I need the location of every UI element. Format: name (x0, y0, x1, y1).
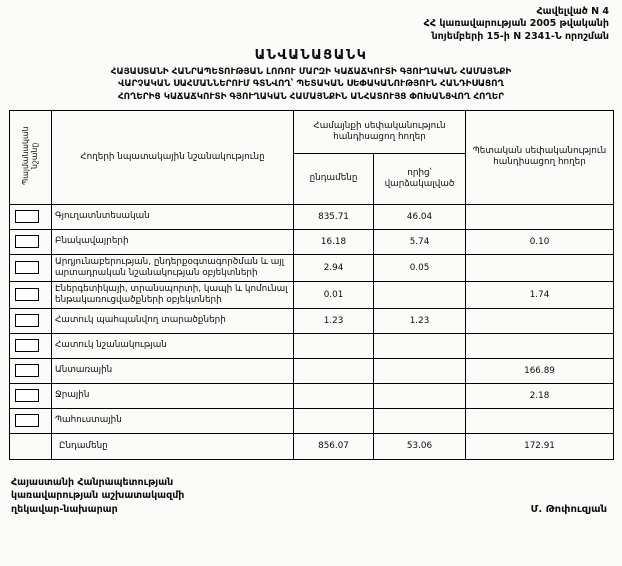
total-cell: 16.18 (294, 229, 374, 254)
symbol-box (15, 339, 39, 352)
symbol-cell (10, 254, 52, 281)
page-title: ԱՆՎԱՆԱՑԱՆԿ (254, 48, 368, 64)
state-cell: 0.10 (466, 229, 614, 254)
appendix-line-3: նոյեմբերի 15-ի N 2341-Ն որոշման (431, 30, 609, 42)
state-cell (466, 308, 614, 333)
signatory-line-1: Հայաստանի Հանրապետության (11, 476, 174, 488)
of-which-cell: 1.23 (374, 308, 466, 333)
total-cell (294, 358, 374, 383)
signature-name: Մ. Թոփուզյան (530, 503, 607, 515)
of-which-cell: 46.04 (374, 204, 466, 229)
of-which-cell (374, 408, 466, 433)
symbol-box (15, 261, 39, 274)
appendix-block (9, 6, 613, 43)
total-cell (294, 383, 374, 408)
of-which-cell (374, 383, 466, 408)
purpose-cell: Պահուստային (52, 408, 294, 433)
state-cell (466, 204, 614, 229)
table-header-row-1 (10, 110, 614, 153)
of-which-cell: 5.74 (374, 229, 466, 254)
total-cell: 2.94 (294, 254, 374, 281)
symbol-cell (10, 408, 52, 433)
total-symbol-cell (10, 433, 52, 459)
symbol-cell (10, 383, 52, 408)
header-community-group-cell: Համայնքի սեփականություն հանդիսացող հողեր (294, 110, 466, 153)
table-row (10, 408, 614, 433)
state-cell (466, 254, 614, 281)
total-cell: 0.01 (294, 281, 374, 308)
subtitle-line-2: ՎԱՐՉԱԿԱՆ ՍԱՀՄԱՆՆԵՐՈՒՄ ԳՏՆՎՈՂ՝ ՊԵՏԱԿԱՆ ՍԵՓԱԿԱՆՈՒԹՅՈՒՆ ՀԱՆԴԻՍԱՑՈՂ (118, 79, 504, 90)
header-total-cell: ընդամենը (294, 153, 374, 204)
symbol-box (15, 314, 39, 327)
total-of-which-cell: 53.06 (374, 433, 466, 459)
document-subtitle (9, 66, 613, 103)
signatory-line-3: ղեկավար-նախարար (11, 503, 118, 515)
purpose-cell: Արդյունաբերության, ընդերքօգտագործման և այլ արտադրական նշանակության օբյեկտների (52, 254, 294, 281)
total-cell: 1.23 (294, 308, 374, 333)
appendix-line-1: Հավելված N 4 (536, 6, 609, 17)
state-cell: 166.89 (466, 358, 614, 383)
total-row (10, 433, 614, 459)
header-purpose-cell: Հողերի նպատակային նշանակությունը (52, 110, 294, 204)
symbol-box (15, 389, 39, 402)
symbol-box (15, 288, 39, 301)
table-row (10, 229, 614, 254)
purpose-cell: Անտառային (52, 358, 294, 383)
state-cell (466, 408, 614, 433)
land-table (9, 110, 614, 460)
purpose-cell: Էներգետիկայի, տրանսպորտի, կապի և կոմունալ ենթակառուցվածքների օբյեկտների (52, 281, 294, 308)
symbol-cell (10, 333, 52, 358)
subtitle-line-1: ՀԱՅԱՍՏԱՆԻ ՀԱՆՐԱՊԵՏՈՒԹՅԱՆ ԼՈՌՈՒ ՄԱՐԶԻ ԿԱՃԱՃԿՈՒՏԻ ԳՅՈՒՂԱԿԱՆ ՀԱՄԱՅՆՔԻ (110, 67, 512, 78)
signatory-title-block (11, 476, 184, 516)
total-cell: 835.71 (294, 204, 374, 229)
table-row (10, 358, 614, 383)
symbol-box (15, 210, 39, 223)
of-which-cell (374, 358, 466, 383)
table-row (10, 383, 614, 408)
symbol-cell (10, 229, 52, 254)
purpose-cell: Բնակավայրերի (52, 229, 294, 254)
symbol-cell (10, 281, 52, 308)
purpose-cell: Գյուղատնտեսական (52, 204, 294, 229)
state-cell: 1.74 (466, 281, 614, 308)
table-row (10, 204, 614, 229)
state-cell (466, 333, 614, 358)
purpose-cell: Հատուկ նշանակության (52, 333, 294, 358)
of-which-cell (374, 333, 466, 358)
total-cell (294, 408, 374, 433)
header-symbol-cell (10, 110, 52, 204)
document-footer (9, 476, 613, 516)
state-cell: 2.18 (466, 383, 614, 408)
subtitle-line-3: ՀՈՂԵՐԻՑ ԿԱՃԱՃԿՈՒՏԻ ԳՅՈՒՂԱԿԱՆ ՀԱՄԱՅՆՔԻՆ ԱՆՀԱՏՈՒՅՑ ՓՈԽԱՆՑՎՈՂ ՀՈՂԵՐ (117, 91, 505, 102)
total-state-cell: 172.91 (466, 433, 614, 459)
total-cell (294, 333, 374, 358)
header-of-which-cell: որից՝ վարձակալված (374, 153, 466, 204)
symbol-box (15, 414, 39, 427)
appendix-line-2: ՀՀ կառավարության 2005 թվականի (423, 18, 609, 30)
table-row (10, 333, 614, 358)
symbol-cell (10, 308, 52, 333)
purpose-cell: Ջրային (52, 383, 294, 408)
table-row (10, 308, 614, 333)
signatory-line-2: կառավարության աշխատակազմի (11, 490, 185, 502)
header-symbol-label: Պայմանական նշանը (20, 126, 39, 186)
table-row (10, 254, 614, 281)
header-state-cell: Պետական սեփականություն հանդիսացող հողեր (466, 110, 614, 204)
total-sum-cell: 856.07 (294, 433, 374, 459)
of-which-cell (374, 281, 466, 308)
purpose-cell: Հատուկ պահպանվող տարածքների (52, 308, 294, 333)
of-which-cell: 0.05 (374, 254, 466, 281)
symbol-cell (10, 204, 52, 229)
symbol-cell (10, 358, 52, 383)
total-label-cell: Ընդամենը (52, 433, 294, 459)
table-row (10, 281, 614, 308)
symbol-box (15, 364, 39, 377)
symbol-box (15, 235, 39, 248)
